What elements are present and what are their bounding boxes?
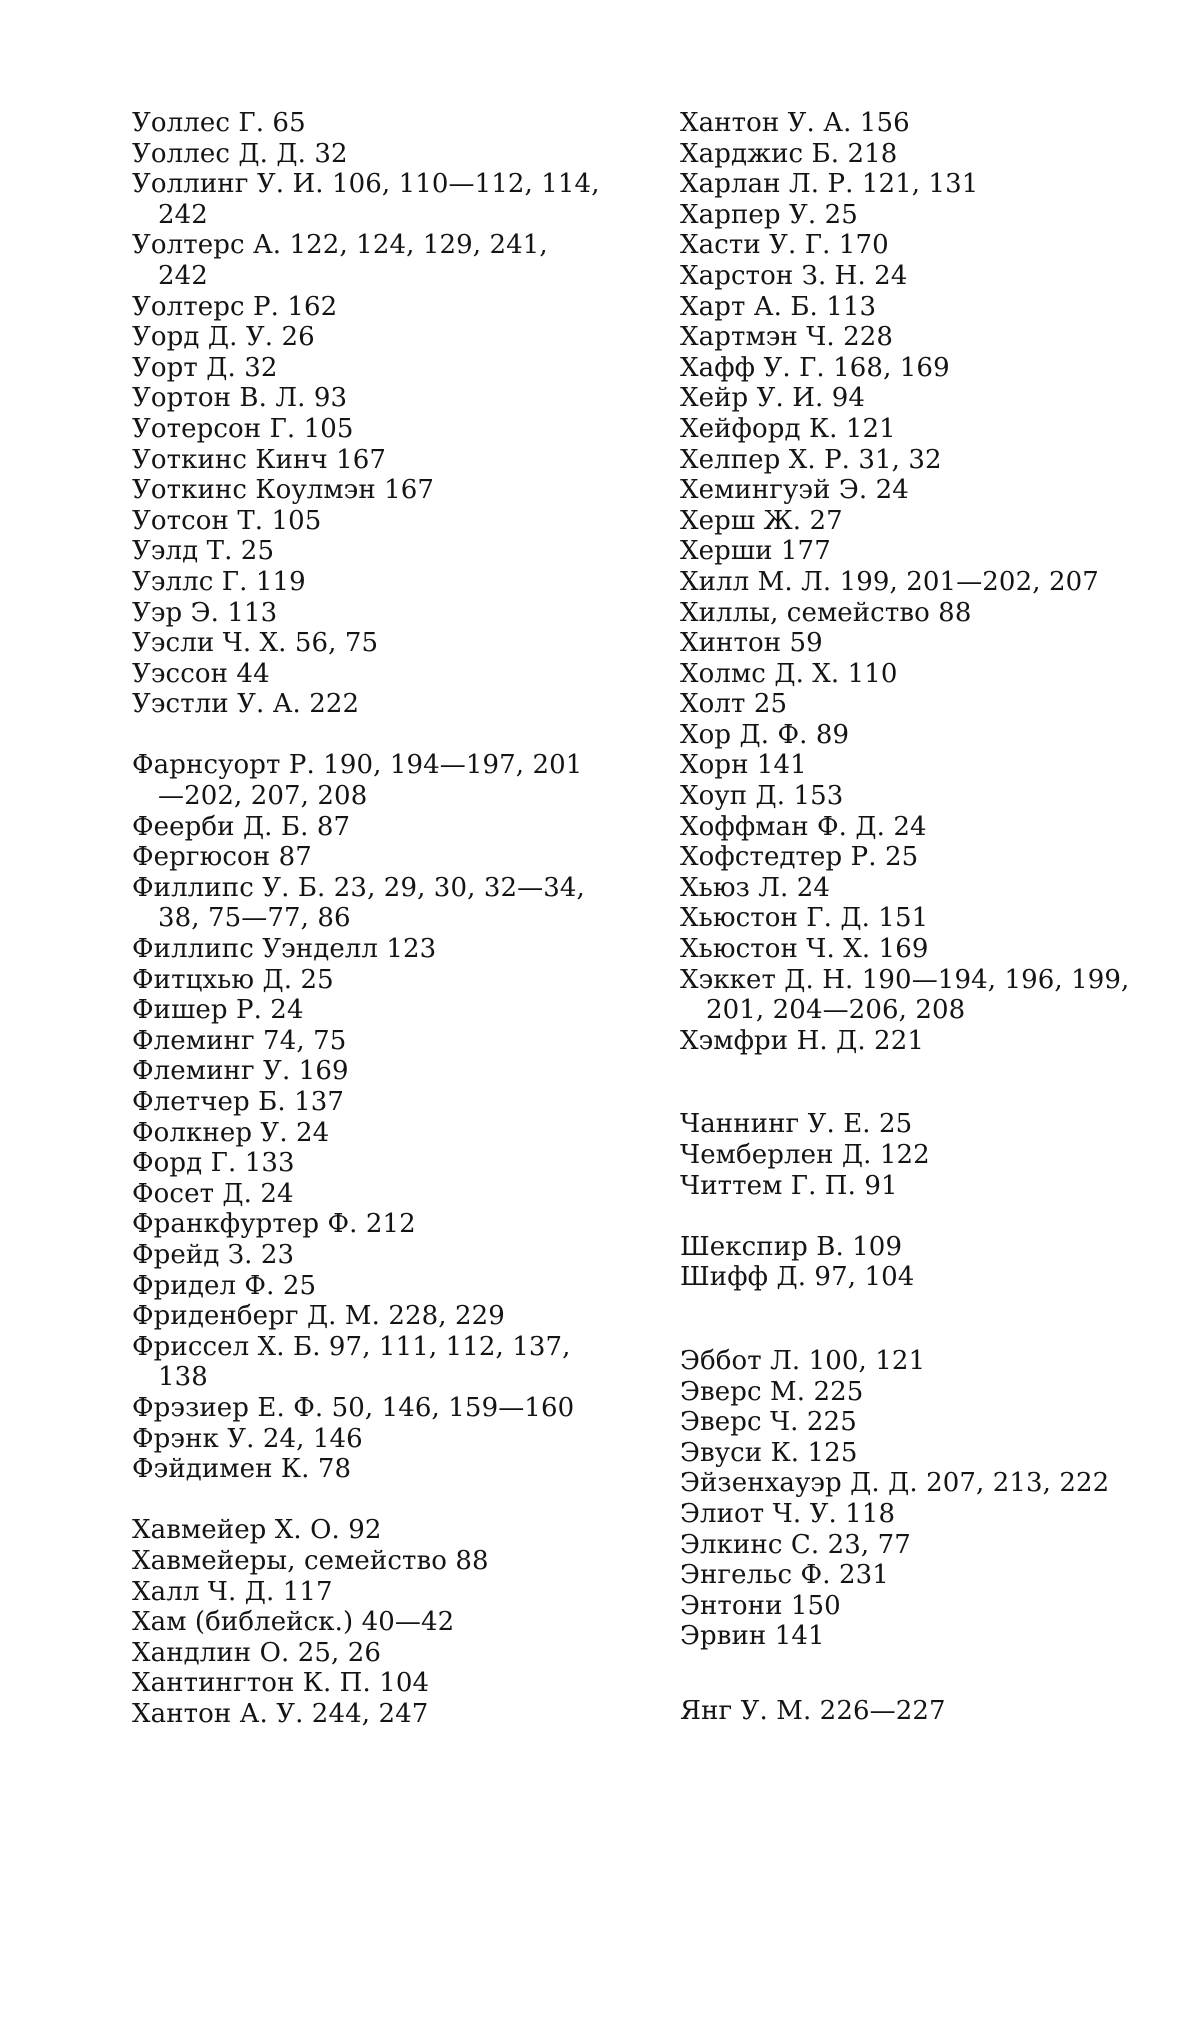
- index-entry: Хейр У. И. 94: [680, 383, 866, 414]
- index-entry: Феерби Д. Б. 87: [132, 811, 351, 842]
- index-section-e: [680, 1346, 1180, 1652]
- index-entry: Филлипс У. Б. 23, 29, 30, 32—34, 38, 75—77, 86: [132, 872, 585, 934]
- index-entry: Уэр Э. 113: [132, 597, 278, 628]
- index-entry: Холмс Д. Х. 110: [680, 658, 898, 689]
- index-entry: Уоткинс Коулмэн 167: [132, 475, 435, 506]
- index-entry: Хинтон 59: [680, 628, 823, 659]
- index-entry: Эверс Ч. 225: [680, 1407, 857, 1438]
- index-entry: Фриссел Х. Б. 97, 111, 112, 137, 138: [132, 1331, 571, 1393]
- index-entry: Уоллинг У. И. 106, 110—112, 114, 242: [132, 169, 600, 230]
- index-entry: Хор Д. Ф. 89: [680, 719, 850, 750]
- index-entry: Фитцхью Д. 25: [132, 964, 334, 995]
- index-entry: Хэмфри Н. Д. 221: [680, 1025, 924, 1056]
- index-entry: Харпер У. 25: [680, 199, 858, 230]
- index-section-ch: [680, 1109, 1180, 1201]
- index-entry: Эрвин 141: [680, 1621, 825, 1652]
- section-spacer: [680, 1056, 1180, 1109]
- index-entry: Хофстедтер Р. 25: [680, 842, 919, 873]
- index-section-ya: [680, 1696, 1180, 1727]
- index-section-h-continued: [680, 108, 1180, 1056]
- section-spacer: [680, 1201, 1180, 1232]
- index-entry: Фишер Р. 24: [132, 995, 304, 1026]
- index-entry: Форд Г. 133: [132, 1148, 295, 1179]
- section-spacer: [680, 1293, 1180, 1346]
- index-entry: Эйзенхауэр Д. Д. 207, 213, 222: [680, 1468, 1110, 1499]
- index-entry: Хавмейер Х. О. 92: [132, 1515, 382, 1546]
- index-entry: Хилл М. Л. 199, 201—202, 207: [680, 566, 1099, 597]
- index-entry: Фергюсон 87: [132, 842, 312, 873]
- index-entry: Хейфорд К. 121: [680, 413, 896, 444]
- index-entry: Уоткинс Кинч 167: [132, 444, 387, 475]
- index-entry: Уоллес Д. Д. 32: [132, 138, 348, 169]
- index-entry: Халл Ч. Д. 117: [132, 1576, 333, 1607]
- index-entry: Уолтерс А. 122, 124, 129, 241, 242: [132, 230, 548, 291]
- index-section-h: [132, 1515, 600, 1729]
- index-entry: Херши 177: [680, 536, 831, 567]
- index-entry: Хиллы, семейство 88: [680, 597, 972, 628]
- index-entry: Фэйдимен К. 78: [132, 1454, 352, 1485]
- index-entry: Чаннинг У. Е. 25: [680, 1109, 913, 1140]
- index-entry: Уолтерс Р. 162: [132, 291, 338, 322]
- index-entry: Хелпер Х. Р. 31, 32: [680, 444, 942, 475]
- index-entry: Шифф Д. 97, 104: [680, 1262, 915, 1293]
- index-entry: Уортон В. Л. 93: [132, 383, 348, 414]
- index-entry: Уотерсон Г. 105: [132, 413, 354, 444]
- index-entry: Хьюстон Ч. Х. 169: [680, 934, 929, 965]
- index-entry: Эвуси К. 125: [680, 1437, 858, 1468]
- index-entry: Хам (библейск.) 40—42: [132, 1607, 455, 1638]
- index-entry: Уоллес Г. 65: [132, 108, 306, 138]
- index-entry: Херш Ж. 27: [680, 505, 843, 536]
- index-entry: Харт А. Б. 113: [680, 291, 877, 322]
- index-entry: Франкфуртер Ф. 212: [132, 1209, 416, 1240]
- index-entry: Элиот Ч. У. 118: [680, 1498, 896, 1529]
- index-entry: Фрэнк У. 24, 146: [132, 1423, 363, 1454]
- index-entry: Фарнсуорт Р. 190, 194—197, 201—202, 207, 208: [132, 750, 583, 812]
- index-entry: Эверс М. 225: [680, 1376, 864, 1407]
- index-entry: Уорт Д. 32: [132, 352, 278, 383]
- index-entry: Харджис Б. 218: [680, 138, 898, 169]
- index-entry: Уорд Д. У. 26: [132, 322, 315, 353]
- index-entry: Холт 25: [680, 689, 788, 720]
- index-entry: Уэлд Т. 25: [132, 536, 275, 567]
- index-entry: Флеминг 74, 75: [132, 1025, 347, 1056]
- index-entry: Эббот Л. 100, 121: [680, 1345, 926, 1376]
- index-entry: Хантон У. А. 156: [680, 108, 910, 138]
- index-entry: Фолкнер У. 24: [132, 1117, 330, 1148]
- index-entry: Уэллс Г. 119: [132, 566, 306, 597]
- section-spacer: [132, 1485, 600, 1516]
- index-entry: Хантингтон К. П. 104: [132, 1668, 430, 1699]
- index-entry: Уотсон Т. 105: [132, 505, 322, 536]
- index-entry: Фриденберг Д. М. 228, 229: [132, 1301, 505, 1332]
- index-entry: Шекспир В. 109: [680, 1231, 903, 1262]
- index-entry: Элкинс С. 23, 77: [680, 1529, 911, 1560]
- index-entry: Чемберлен Д. 122: [680, 1140, 930, 1170]
- index-entry: Энтони 150: [680, 1590, 841, 1621]
- index-section-f: [132, 750, 600, 1484]
- index-entry: Янг У. М. 226—227: [680, 1695, 946, 1726]
- index-entry: Хоффман Ф. Д. 24: [680, 811, 927, 842]
- index-entry: Хорн 141: [680, 750, 807, 781]
- index-entry: Фрейд З. 23: [132, 1239, 295, 1270]
- section-spacer: [132, 720, 600, 751]
- index-entry: Энгельс Ф. 231: [680, 1560, 889, 1591]
- section-spacer: [680, 1652, 1180, 1696]
- index-section-sh: [680, 1232, 1180, 1293]
- index-entry: Хандлин О. 25, 26: [132, 1637, 382, 1668]
- index-entry: Харлан Л. Р. 121, 131: [680, 169, 979, 200]
- index-entry: Хантон А. У. 244, 247: [132, 1698, 429, 1729]
- index-entry: Фрэзиер Е. Ф. 50, 146, 159—160: [132, 1392, 575, 1423]
- index-entry: Уэстли У. А. 222: [132, 689, 360, 720]
- index-entry: Флетчер Б. 137: [132, 1087, 345, 1117]
- index-entry: Флеминг У. 169: [132, 1056, 349, 1087]
- index-entry: Фридел Ф. 25: [132, 1270, 317, 1301]
- index-entry: Харстон З. Н. 24: [680, 260, 908, 291]
- index-entry: Хемингуэй Э. 24: [680, 475, 909, 506]
- index-entry: Хэккет Д. Н. 190—194, 196, 199, 201, 204—206, 208: [680, 964, 1130, 1026]
- index-entry: Хартмэн Ч. 228: [680, 322, 894, 353]
- index-entry: Уэсли Ч. Х. 56, 75: [132, 628, 379, 659]
- index-entry: Хьюстон Г. Д. 151: [680, 903, 929, 934]
- index-column-right: [680, 108, 1180, 1727]
- index-entry: Хасти У. Г. 170: [680, 230, 889, 261]
- index-entry: Хафф У. Г. 168, 169: [680, 352, 950, 383]
- index-entry: Хьюз Л. 24: [680, 872, 831, 903]
- index-entry: Филлипс Уэнделл 123: [132, 934, 437, 965]
- index-entry: Фосет Д. 24: [132, 1178, 294, 1209]
- index-entry: Уэссон 44: [132, 658, 270, 689]
- index-section-u: [132, 108, 600, 720]
- index-entry: Хоуп Д. 153: [680, 781, 844, 812]
- index-entry: Читтем Г. П. 91: [680, 1170, 898, 1201]
- index-entry: Хавмейеры, семейство 88: [132, 1545, 489, 1576]
- index-column-left: [132, 108, 600, 1729]
